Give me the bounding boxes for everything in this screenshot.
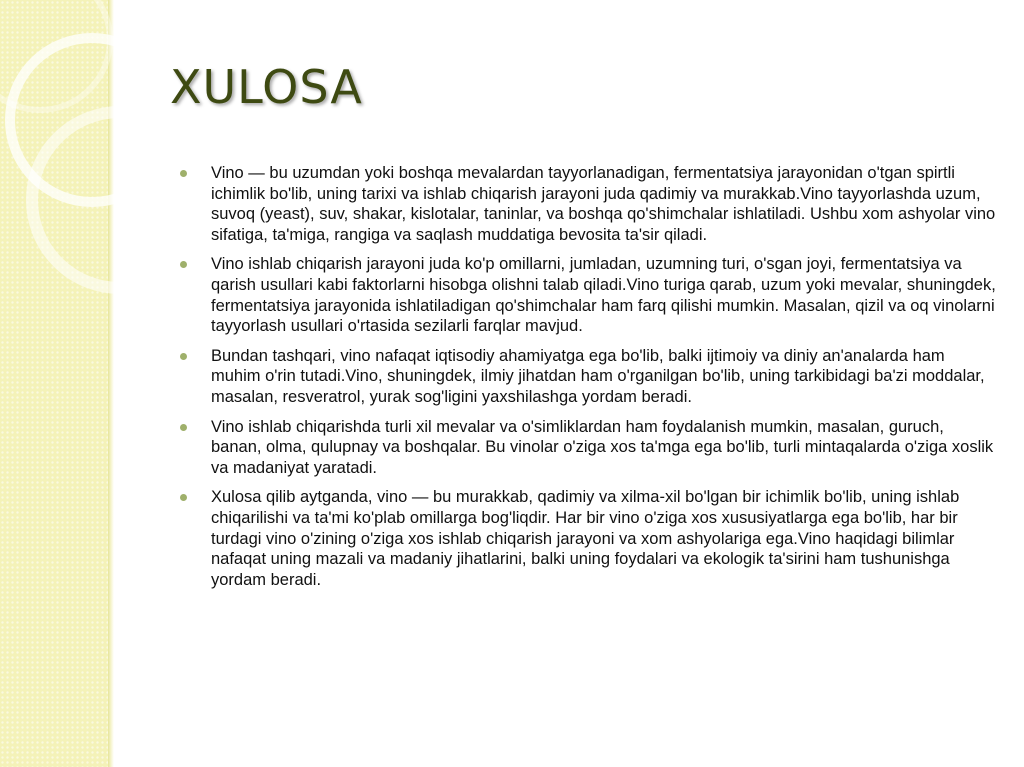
bullet-text: Xulosa qilib aytganda, vino — bu murakkab, qadimiy va xilma-xil bo'lgan bir ichimlik bo'lib, uning ishlab chiqarilishi va ta'mi ko'plab omillarga bog'liqdir. Har bir vino o'ziga xos xususiyatlarga ega bo'lib, har bir turdagi vino o'zining o'ziga xos ishlab chiqarish jarayoni va xom ashyolariga ega.Vino haqidagi bilimlar nafaqat uning mazali va madaniy jihatlarini, balki uning foydalari va ekologik ta'sirini ham tushunishga yordam beradi. [211,488,960,589]
bullet-text: Vino ishlab chiqarish jarayoni juda ko'p omillarni, jumladan, uzumning turi, o'sgan joyi, fermentatsiya va qarish usullari kabi faktorlarni hisobga olishni talab qiladi.Vino turiga qarab, uzum yoki mevalar, shuningdek, fermentatsiya jarayonida ishlatiladigan qo'shimchalar ham farq qilishi mumkin. Masalan, qizil va oq vinolarni tayyorlash usullari o'rtasida sezilarli farqlar mavjud. [211,255,996,336]
bullet-dot-icon [180,353,187,360]
bullet-dot-icon [180,424,187,431]
bullet-dot-icon [180,494,187,501]
bullet-dot-icon [180,170,187,177]
bullet-text: Bundan tashqari, vino nafaqat iqtisodiy ahamiyatga ega bo'lib, balki ijtimoiy va diniy an'analarda ham muhim o'rin tutadi.Vino, shuningdek, ilmiy jihatdan ham o'rganilgan bo'lib, uning tarkibidagi ba'zi moddalar, masalan, resveratrol, yurak sog'ligini yaxshilashga yordam beradi. [211,346,985,406]
bullet-text: Vino — bu uzumdan yoki boshqa mevalardan tayyorlanadigan, fermentatsiya jarayonidan o'tgan spirtli ichimlik bo'lib, uning tarixi va ishlab chiqarish jarayoni juda qadimiy va murakkab.Vino tayyorlashda uzum, suvoq (yeast), suv, shakar, kislotalar, taninlar, va boshqa qo'shimchalar ishlatiladi. Ushbu xom ashyolar vino sifatiga, ta'miga, rangiga va saqlash muddatiga bevosita ta'sir qiladi. [211,164,996,244]
slide-title: XULOSA [170,60,363,114]
bullet-item [180,417,998,479]
decorative-circles [0,0,200,320]
bullet-dot-icon [180,261,187,268]
bullet-item [180,163,998,245]
bullet-item [180,254,998,336]
bullet-text: Vino ishlab chiqarishda turli xil mevalar va o'simliklardan ham foydalanish mumkin, masalan, guruch, banan, olma, qulupnay va boshqalar. Bu vinolar o'ziga xos ta'mga ega bo'lib, turli mintaqalarda o'ziga xoslik va madaniyat yaratadi. [211,417,994,477]
bullet-item [180,346,998,408]
bullet-list [180,163,998,599]
bullet-item [180,487,998,590]
